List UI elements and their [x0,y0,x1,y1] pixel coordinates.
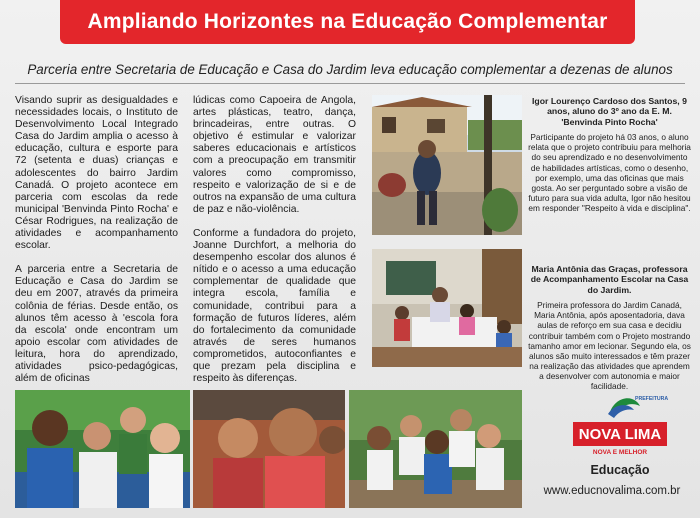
paragraph: Visando suprir as desigualdades e necessidades locais, o Instituto de Desenvolvimento Local Integrado Casa do Jardim amplia o acesso à educação, cultura e esporte para 72 (setenta e duas) crianças e adolescentes do bairro Jardim Canadá. O projeto acontece em parceria com escolas da rede municipal 'Benvinda Pinto Rocha' e César Rodrigues, na realização de atividades e acompanhamento escolar. [15,95,178,252]
page-title: Ampliando Horizontes na Educação Complementar [87,10,608,33]
photo-students-2 [193,390,345,508]
paragraph: Conforme a fundadora do projeto, Joanne Durchfort, a melhoria do desempenho escolar dos alunos é nítido e o acesso a uma educação complementar de qualidade que integra escola, família e comunidade, contribui para a formação de futuros líderes, além do fortalecimento da comunidade através de seres humanos comprometidos, autoconfiantes e que prezam pela disciplina e respeito às diferenças. [193,227,356,385]
article-column-1 [15,95,178,397]
title-banner [60,0,635,44]
subtitle: Parceria entre Secretaria de Educação e Casa do Jardim leva educação complementar a dezenas de alunos [27,62,673,77]
paragraph: A parceria entre a Secretaria de Educação e Casa do Jardim se deu em 2007, através da primeira colônia de férias. Desde então, os alunos têm acesso à 'escola fora da escola' onde encontram um apoio escolar com atividades de leitura, hora do aprendizado, atividades psico-pedagógicas, além de oficinas [15,264,178,385]
testimonial-text: Primeira professora do Jardim Canadá, Maria Antônia, após aposentadoria, dava aulas de reforço em sua casa e decidiu contribuir também com o Projeto mostrando tamanho amor em lecionar. Segundo ela, os alunos são muito interessados e têm prazer na realização das atividades que aprendem a desenvolver com autonomia e maior facilidade. [528,300,691,391]
paragraph: lúdicas como Capoeira de Angola, artes plásticas, teatro, dança, brincadeiras, entre outras. O objetivo é estimular e valorizar saberes educacionais e artísticos com a preocupação em transmitir valores como compromisso, respeito e valorização de si e de outros na expansão de uma cultura de paz e não-violência. [193,95,356,215]
nova-lima-logo [570,390,670,465]
testimonial-igor [527,96,692,213]
brand-name: NOVA LIMA [578,426,662,443]
photo-students-1 [15,390,190,508]
article-column-2 [193,95,356,397]
divider [15,83,685,84]
brand-slogan: NOVA E MELHOR [592,449,648,456]
photo-students-3 [349,390,522,508]
photo-igor [372,95,522,235]
testimonial-name: Igor Lourenço Cardoso dos Santos, 9 anos, aluno do 3º ano da E. M. 'Benvinda Pinto Rocha' [532,96,687,127]
testimonial-name: Maria Antônia das Graças, professora de Acompanhamento Escolar na Casa do Jardim. [530,264,689,295]
website-link[interactable]: www.educnovalima.com.br [543,485,681,497]
prefeitura-text: PREFEITURA [635,396,669,402]
testimonial-text: Participante do projeto há 03 anos, o aluno relata que o projeto contribuiu para melhoria do seu aprendizado e no desenvolvimento de habilidades artísticas, como o desenho, por exemplo, uma das oficinas que mais gosta. Ao ser perguntado sobre a visão de futuro para sua vida adulta, Igor não hesitou em responder "Respeito à vida e disciplina". [528,132,691,213]
testimonial-maria [527,264,692,391]
department-label: Educação [590,463,650,477]
photo-classroom [372,249,522,367]
